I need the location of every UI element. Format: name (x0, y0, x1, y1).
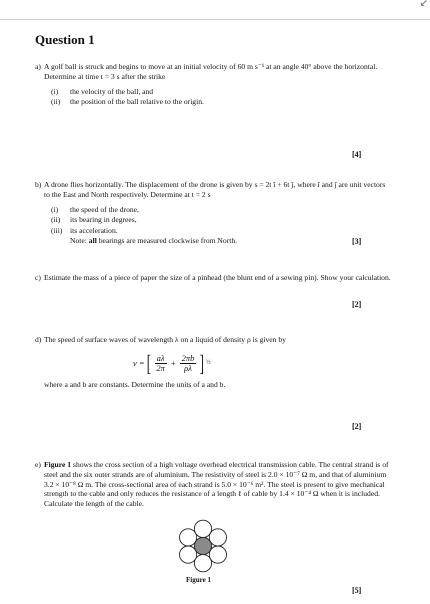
question-part-d (35, 335, 391, 390)
sub-question: (ii) its bearing in degrees, (51, 215, 137, 225)
aluminium-strand (180, 546, 197, 563)
sub-question: (i) the speed of the drone, (51, 204, 139, 214)
mark-allocation: [2] (352, 422, 362, 431)
part-label: c) (35, 273, 41, 282)
aluminium-strand (180, 529, 197, 546)
part-text: The speed of surface waves of wavelength λ on a liquid of density ρ is given by (44, 335, 286, 344)
question-part-c (35, 273, 391, 283)
wave-speed-equation: v = [ $\frac{a\lambda}{2\pi}$ + $\frac{2\pi b}{\rho\lambda}$ ] ½ (133, 350, 211, 376)
fraction-2: $\frac{2\pi b}{\rho\lambda}$ (181, 353, 195, 374)
part-text-continued: where a and b are constants. Determine the units of a and b. (44, 379, 226, 389)
question-part-e (35, 460, 391, 509)
sub-question-list (51, 87, 391, 108)
mark-allocation: [5] (352, 586, 362, 595)
aluminium-strand (194, 520, 211, 537)
page-title: Question 1 (35, 32, 95, 47)
part-label: b) (35, 180, 42, 189)
mark-allocation: [3] (352, 237, 362, 246)
part-text: A drone flies horizontally. The displacement of the drone is given by s = 2t î + 6t ĵ, where î and ĵ are unit vectors to the East and North respectively. Determine at t = 2 s (44, 180, 386, 199)
aluminium-strand (209, 546, 226, 563)
sub-question: (ii) the position of the ball relative to the origin. (51, 97, 204, 107)
exponent: ½ (206, 359, 211, 366)
fraction-1: $\frac{a\lambda}{2\pi}$ (156, 353, 165, 374)
top-rule (0, 19, 430, 20)
sub-question: (i) the velocity of the ball, and (51, 86, 154, 96)
part-text: Estimate the mass of a piece of paper the size of a pinhead (the blunt end of a sewing pin). Show your calculation. (44, 273, 391, 282)
mark-allocation: [2] (352, 300, 362, 309)
part-label: d) (35, 335, 42, 344)
question-part-b (35, 180, 391, 247)
note: Note: all bearings are measured clockwise from North. (70, 236, 238, 246)
part-text: Figure 1 shows the cross section of a high voltage overhead electrical transmission cable. The central strand is of steel and the six outer strands are of aluminium. The resistivity of steel is 2.0 × 10⁻⁷ Ω m, and that of aluminium 3.2 × 10⁻⁸ Ω m. The cross-sectional area of each strand is 5.0 × 10⁻⁶ m². The steel is present to give mechanical strength to the cable and only reduces the resistance of a length ℓ of cable by 1.4 × 10⁻⁴ Ω when it is included. Calculate the length of the cable. (44, 460, 389, 509)
part-label: e) (35, 460, 41, 469)
aluminium-strand (194, 555, 211, 572)
part-label: a) (35, 62, 41, 71)
sub-question: (iii) its acceleration. (51, 225, 118, 235)
part-text: A golf ball is struck and begins to move at an initial velocity of 60 m s⁻¹ at an angle 40° above the horizontal. Determine at time t = 3 s after the strike (44, 62, 378, 81)
corner-arrow-icon: ↙ (419, 0, 428, 9)
cable-cross-section-figure (176, 519, 230, 573)
question-part-a (35, 62, 391, 108)
steel-strand (194, 537, 211, 554)
sub-question-list (51, 205, 391, 247)
mark-allocation: [4] (352, 150, 362, 159)
aluminium-strand (209, 529, 226, 546)
figure-caption: Figure 1 (186, 576, 211, 584)
